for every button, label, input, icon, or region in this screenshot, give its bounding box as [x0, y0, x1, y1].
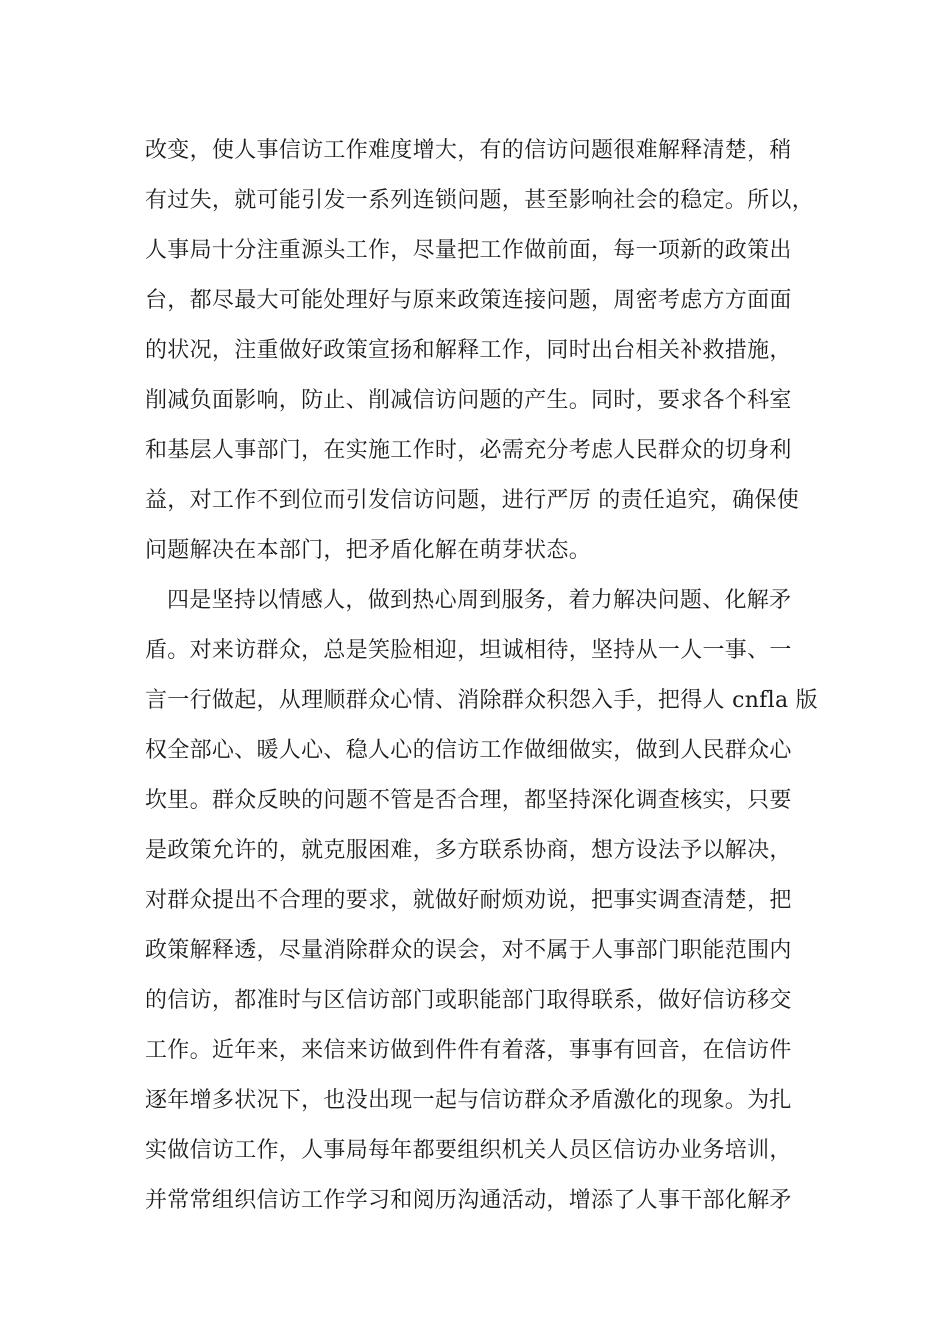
paragraph-2-line-1: 四是坚持以情感人，做到热心周到服务，着力解决问题、化解矛: [167, 588, 792, 613]
paragraph-2-line-9: 的信访，都准时与区信访部门或职能部门取得联系，做好信访移交: [145, 988, 792, 1013]
paragraph-1-line-9: 问题解决在本部门，把矛盾化解在萌芽状态。: [145, 538, 592, 563]
paragraph-2-line-12: 实做信访工作，人事局每年都要组织机关人员区信访办业务培训，: [145, 1138, 792, 1163]
paragraph-1-line-5: 的状况，注重做好政策宣扬和解释工作，同时出台相关补救措施，: [145, 338, 792, 363]
paragraph-1-line-3: 人事局十分注重源头工作，尽量把工作做前面，每一项新的政策出: [145, 238, 792, 263]
paragraph-2-line-13: 并常常组织信访工作学习和阅历沟通活动，增添了人事干部化解矛: [145, 1188, 792, 1213]
paragraph-2-line-11: 逐年增多状况下，也没出现一起与信访群众矛盾激化的现象。为扎: [145, 1088, 792, 1113]
paragraph-2-line-2: 盾。对来访群众，总是笑脸相迎，坦诚相待，坚持从一人一事、一: [145, 638, 792, 663]
paragraph-2-line-8: 政策解释透，尽量消除群众的误会，对不属于人事部门职能范围内: [145, 938, 792, 963]
paragraph-1-line-2: 有过失，就可能引发一系列连锁问题，甚至影响社会的稳定。所以，: [145, 188, 815, 213]
paragraph-1-line-4: 台，都尽最大可能处理好与原来政策连接问题，周密考虑方方面面: [145, 288, 792, 313]
paragraph-2-line-3: 言一行做起，从理顺群众心情、消除群众积怨入手，把得人 cnfla 版: [145, 688, 818, 713]
paragraph-2-line-7: 对群众提出不合理的要求，就做好耐烦劝说，把事实调查清楚，把: [145, 888, 792, 913]
paragraph-2-line-4: 权全部心、暖人心、稳人心的信访工作做细做实，做到人民群众心: [145, 738, 792, 763]
paragraph-1-line-7: 和基层人事部门，在实施工作时，必需充分考虑人民群众的切身利: [145, 438, 792, 463]
paragraph-1-line-8: 益，对工作不到位而引发信访问题，进行严厉 的责任追究，确保使: [145, 488, 799, 513]
paragraph-2-line-10: 工作。近年来，来信来访做到件件有着落，事事有回音，在信访件: [145, 1038, 792, 1063]
paragraph-1-line-1: 改变，使人事信访工作难度增大，有的信访问题很难解释清楚，稍: [145, 138, 792, 163]
paragraph-1-line-6: 削减负面影响，防止、削减信访问题的产生。同时，要求各个科室: [145, 388, 792, 413]
paragraph-2-line-6: 是政策允许的，就克服困难，多方联系协商，想方设法予以解决，: [145, 838, 792, 863]
paragraph-2-line-5: 坎里。群众反映的问题不管是否合理，都坚持深化调查核实，只要: [145, 788, 792, 813]
